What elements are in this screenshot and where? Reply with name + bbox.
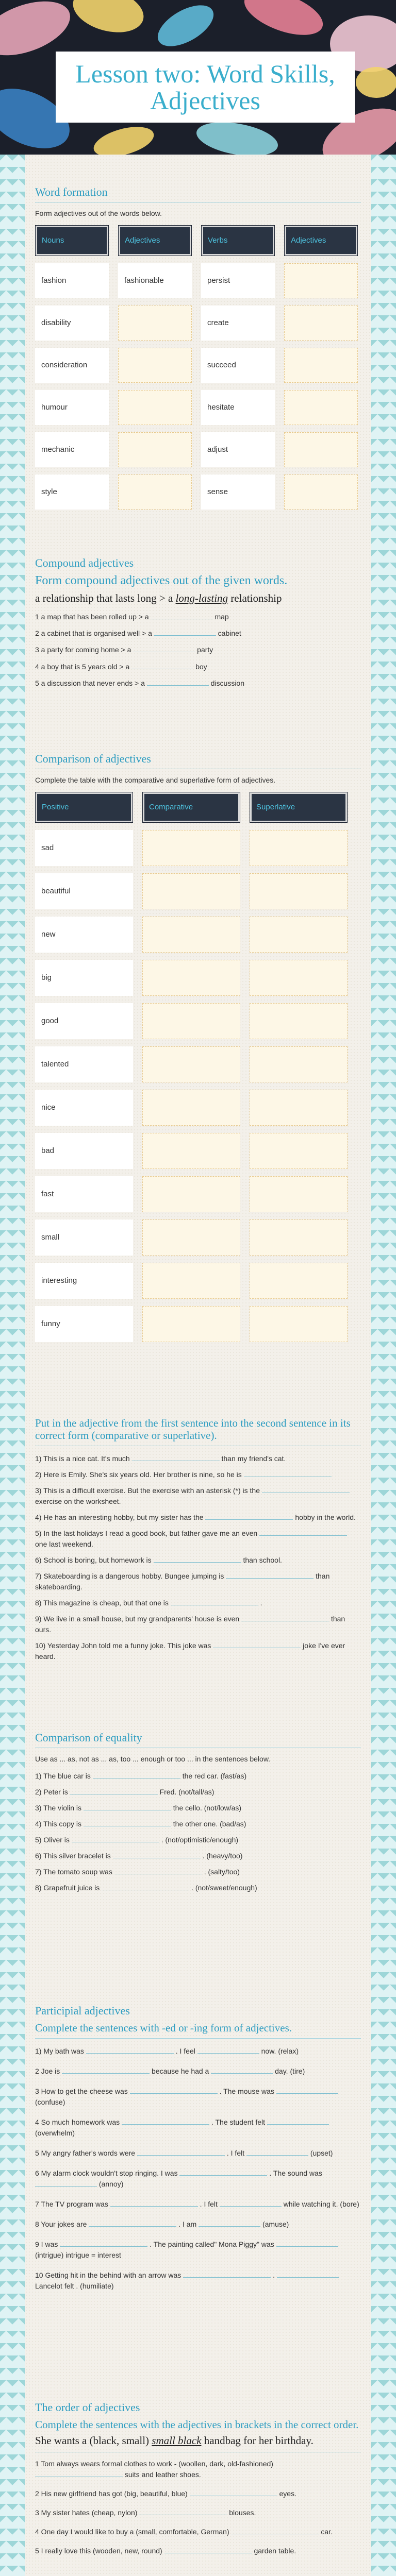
verb-cell: sense — [201, 474, 275, 510]
equality-section — [35, 1731, 361, 1899]
item-text: (intrigue) intrigue = interest — [35, 2251, 121, 2260]
item-text: because he had a — [152, 2067, 209, 2076]
item-text: . The student felt — [211, 2118, 265, 2127]
item-text: cabinet — [218, 629, 241, 638]
answer-box[interactable] — [142, 1176, 240, 1212]
column-header: Nouns — [35, 225, 109, 256]
answer-blank[interactable] — [179, 2168, 267, 2176]
column-header: Superlative — [250, 792, 348, 823]
side-pattern-right — [371, 155, 396, 2576]
item-text: discussion — [210, 679, 245, 688]
exercise-item — [35, 2199, 361, 2210]
item-text: garden table. — [254, 2547, 296, 2555]
example-text: a relationship that lasts long > a — [35, 591, 173, 604]
answer-box[interactable] — [250, 1219, 348, 1256]
exercise-item — [35, 2148, 361, 2159]
column-header: Adjectives — [284, 225, 358, 256]
answer-box[interactable] — [284, 474, 358, 510]
positive-cell: talented — [35, 1046, 133, 1082]
item-text: 7) The tomato soup was — [35, 1867, 112, 1876]
positive-cell: small — [35, 1219, 133, 1256]
exercise-item — [35, 645, 361, 655]
answer-blank[interactable] — [267, 2117, 329, 2125]
noun-cell: disability — [35, 306, 109, 341]
item-text: one last weekend. — [35, 1540, 93, 1549]
item-text: 6) School is boring, but homework is — [35, 1556, 152, 1565]
page-title: Lesson two: Word Skills, Adjectives — [75, 59, 335, 115]
item-text: eyes. — [279, 2489, 296, 2498]
item-text: 3 a party for coming home > a — [35, 646, 131, 654]
answer-blank[interactable] — [276, 2087, 338, 2094]
item-text: (upset) — [310, 2149, 333, 2158]
item-text: 3 How to get the cheese was — [35, 2087, 128, 2096]
answer-blank[interactable] — [241, 1614, 329, 1621]
exercise-item — [35, 1771, 361, 1782]
answer-box[interactable] — [250, 1306, 348, 1342]
instruction: Use as ... as, not as ... as, too ... enough or too ... in the sentences below. — [35, 1755, 271, 1763]
answer-blank[interactable] — [72, 1835, 159, 1842]
exercise-item — [35, 1598, 361, 1608]
item-text: 5 I really love this (wooden, new, round) — [35, 2547, 162, 2555]
answer-blank[interactable] — [226, 1571, 314, 1579]
answer-box[interactable] — [284, 390, 358, 425]
item-text: 7) Skateboarding is a dangerous hobby. Bungee jumping is — [35, 1572, 224, 1581]
positive-cell: fast — [35, 1176, 133, 1212]
example-text: She wants a (black, small) — [35, 2434, 150, 2447]
answer-blank[interactable] — [137, 2148, 225, 2156]
answer-blank[interactable] — [277, 2270, 339, 2278]
instruction: Complete the table with the comparative and superlative form of adjectives. — [35, 776, 276, 784]
table-header — [35, 792, 361, 823]
positive-cell: good — [35, 1003, 133, 1039]
item-text: 4 So much homework was — [35, 2118, 120, 2127]
item-text: 10) Yesterday John told me a funny joke. This joke was — [35, 1641, 211, 1650]
item-text: . I am — [178, 2220, 197, 2229]
exercise-item — [35, 1555, 361, 1566]
section-title: Participial adjectives — [35, 2004, 130, 2017]
exercise-item — [35, 2046, 361, 2057]
exercise-item — [35, 1453, 361, 1464]
answer-blank[interactable] — [220, 2199, 282, 2207]
answer-blank[interactable] — [232, 2527, 319, 2534]
answer-box[interactable] — [250, 1046, 348, 1082]
noun-cell: fashion — [35, 263, 109, 298]
item-text: . (salty/too) — [204, 1867, 240, 1876]
item-text: 9 I was — [35, 2240, 58, 2249]
answer-blank[interactable] — [147, 679, 209, 686]
answer-blank[interactable] — [197, 2046, 259, 2054]
item-text: boy — [195, 662, 207, 671]
answer-box[interactable] — [142, 1219, 240, 1256]
item-text: suits and leather shoes. — [124, 2470, 201, 2479]
exercise-item — [35, 678, 361, 688]
item-text: . (heavy/too) — [202, 1851, 243, 1860]
exercise-item — [35, 1883, 361, 1893]
answer-blank[interactable] — [190, 2489, 277, 2496]
item-text: than school. — [243, 1556, 282, 1565]
exercise-item — [35, 1867, 361, 1877]
table-header — [35, 225, 361, 256]
verb-cell: hesitate — [201, 390, 275, 425]
item-text: 2 His new girlfriend has got (big, beautiful, blue) — [35, 2489, 188, 2498]
answer-box[interactable] — [250, 917, 348, 953]
answer-blank[interactable] — [133, 645, 195, 652]
answer-box[interactable] — [142, 1306, 240, 1342]
answer-box[interactable] — [250, 1090, 348, 1126]
answer-blank[interactable] — [84, 1803, 171, 1810]
item-text: 6) This silver bracelet is — [35, 1851, 111, 1860]
item-text: 8) Grapefruit juice is — [35, 1883, 100, 1892]
answer-box[interactable] — [142, 1046, 240, 1082]
item-text: 5) In the last holidays I read a good book, but father gave me an even — [35, 1529, 258, 1538]
table-row — [35, 390, 361, 425]
exercise-item — [35, 1851, 361, 1861]
answer-blank[interactable] — [114, 1867, 202, 1874]
item-text: 2 Joe is — [35, 2067, 60, 2076]
noun-cell: consideration — [35, 348, 109, 383]
table-row — [35, 1306, 361, 1342]
exercise-item — [35, 2239, 361, 2261]
exercise-item — [35, 2219, 361, 2230]
exercise-item — [35, 1787, 361, 1798]
table-row — [35, 474, 361, 510]
table-row — [35, 1046, 361, 1082]
answer-box[interactable] — [284, 432, 358, 467]
exercise-item — [35, 612, 361, 622]
verb-cell: persist — [201, 263, 275, 298]
item-text: party — [197, 646, 213, 654]
positive-cell: big — [35, 960, 133, 996]
answer-blank[interactable] — [130, 2087, 218, 2094]
positive-cell: funny — [35, 1306, 133, 1342]
section-subtitle: Put in the adjective from the first sentence into the second sentence in its correct form (comparative or superlative). — [35, 1417, 361, 1446]
item-text: 10 Getting hit in the behind with an arrow was — [35, 2271, 182, 2280]
header-banner — [0, 0, 396, 165]
item-text: . The mouse was — [219, 2087, 274, 2096]
exercise-item — [35, 628, 361, 638]
positive-cell: beautiful — [35, 873, 133, 909]
answer-box[interactable] — [142, 1090, 240, 1126]
table-row — [35, 306, 361, 341]
answer-box[interactable] — [142, 1263, 240, 1299]
item-text: 2 a cabinet that is organised well > a — [35, 629, 152, 638]
exercise-item — [35, 1571, 361, 1592]
column-header: Positive — [35, 792, 133, 823]
answer-blank[interactable] — [35, 2179, 97, 2187]
item-text: 7 The TV program was — [35, 2200, 108, 2209]
side-pattern-left — [0, 155, 25, 2576]
item-text: 1 Tom always wears formal clothes to work - (woollen, dark, old-fashioned) — [35, 2460, 273, 2468]
column-header: Verbs — [201, 225, 275, 256]
item-text: map — [214, 612, 229, 621]
item-text: than my friend's cat. — [221, 1454, 286, 1463]
item-text: 9) We live in a small house, but my grandparents' house is even — [35, 1615, 240, 1623]
exercise-item — [35, 1512, 361, 1523]
verb-cell: create — [201, 306, 275, 341]
comparison-section — [35, 752, 361, 1349]
answer-box[interactable] — [142, 960, 240, 996]
answer-box[interactable] — [284, 348, 358, 383]
section-subtitle: Complete the sentences with the adjectives in brackets in the correct order. — [35, 2418, 359, 2431]
answer-blank[interactable] — [246, 2148, 308, 2156]
item-text: 4 a boy that is 5 years old > a — [35, 662, 130, 671]
answer-blank[interactable] — [151, 612, 213, 619]
positive-cell: nice — [35, 1090, 133, 1126]
answer-blank[interactable] — [213, 1641, 301, 1648]
item-text: 1 a map that has been rolled up > a — [35, 612, 149, 621]
answer-box[interactable] — [284, 263, 358, 298]
noun-cell: style — [35, 474, 109, 510]
answer-box[interactable] — [118, 390, 192, 425]
answer-blank[interactable] — [102, 1883, 189, 1890]
item-text: . The painting called" Mona Piggy" was — [150, 2240, 274, 2249]
exercise-item — [35, 2270, 361, 2292]
answer-blank[interactable] — [154, 629, 216, 636]
item-text: 8) This magazine is cheap, but that one is — [35, 1599, 169, 1607]
answer-box[interactable] — [250, 1133, 348, 1169]
item-text: joke I've ever heard. — [35, 1641, 345, 1661]
item-text: the other one. (bad/as) — [173, 1819, 246, 1828]
item-text: . I felt — [200, 2200, 218, 2209]
answer-box[interactable] — [250, 873, 348, 909]
answer-blank[interactable] — [62, 2066, 150, 2074]
item-text: (annoy) — [98, 2180, 124, 2189]
compound-section — [35, 556, 361, 694]
section-subtitle: Form compound adjectives out of the given words. — [35, 574, 288, 587]
answer-blank[interactable] — [131, 662, 193, 669]
item-text: (overwhelm) — [35, 2129, 75, 2138]
exercise-item — [35, 2488, 361, 2499]
table-row — [35, 1263, 361, 1299]
item-text: 3 My sister hates (cheap, nylon) — [35, 2509, 138, 2517]
answer-blank[interactable] — [86, 2046, 174, 2054]
table-row — [35, 1003, 361, 1039]
answer-box[interactable] — [250, 830, 348, 866]
item-text: 4 One day I would like to buy a (small, comfortable, German) — [35, 2528, 229, 2536]
answer-box[interactable] — [118, 306, 192, 341]
table-row — [35, 830, 361, 866]
exercise-item — [35, 662, 361, 672]
item-text: day. (tire) — [275, 2067, 305, 2076]
item-text: (confuse) — [35, 2098, 65, 2107]
table-row — [35, 917, 361, 953]
item-text: . I felt — [226, 2149, 245, 2158]
section-title: Comparison of equality — [35, 1731, 361, 1748]
answer-blank[interactable] — [93, 1771, 180, 1778]
item-text: hobby in the world. — [295, 1513, 356, 1522]
exercise-item — [35, 2066, 361, 2077]
item-text: exercise on the worksheet. — [35, 1497, 121, 1506]
example-line — [35, 2434, 361, 2452]
answer-blank[interactable] — [244, 1470, 332, 1477]
table-row — [35, 1176, 361, 1212]
answer-blank[interactable] — [139, 2508, 227, 2515]
item-text: than skateboarding. — [35, 1572, 330, 1591]
adjective-cell: fashionable — [118, 263, 192, 298]
noun-cell: mechanic — [35, 432, 109, 467]
answer-box[interactable] — [142, 917, 240, 953]
item-text: 2) Peter is — [35, 1787, 68, 1796]
table-row — [35, 873, 361, 909]
answer-blank[interactable] — [154, 1555, 241, 1563]
item-text: 4) This copy is — [35, 1819, 81, 1828]
exercise-item — [35, 2507, 361, 2518]
table-row — [35, 1133, 361, 1169]
order-section — [35, 2401, 361, 2565]
item-text: 1) My bath was — [35, 2047, 84, 2056]
table-row — [35, 348, 361, 383]
item-text: 5 a discussion that never ends > a — [35, 679, 145, 688]
answer-blank[interactable] — [35, 2470, 123, 2477]
exercise-item — [35, 2168, 361, 2190]
verb-cell: adjust — [201, 432, 275, 467]
item-text: . (not/optimistic/enough) — [161, 1835, 239, 1844]
section-subtitle: Complete the sentences with -ed or -ing form of adjectives. — [35, 2022, 361, 2039]
answer-blank[interactable] — [84, 1819, 171, 1826]
answer-blank[interactable] — [70, 1787, 158, 1794]
answer-blank[interactable] — [259, 1529, 347, 1536]
answer-box[interactable] — [118, 432, 192, 467]
title-box — [56, 52, 355, 123]
table-row — [35, 960, 361, 996]
item-text: 8 Your jokes are — [35, 2220, 87, 2229]
item-text: Fred. (not/tall/as) — [159, 1787, 214, 1796]
exercise-item — [35, 2117, 361, 2139]
exercise-item — [35, 1469, 361, 1480]
item-text: 1) The blue car is — [35, 1771, 91, 1780]
table-row — [35, 432, 361, 467]
example-answer: small black — [152, 2434, 202, 2447]
section-title: The order of adjectives — [35, 2401, 140, 2414]
example-line — [35, 591, 361, 605]
section-title: Word formation — [35, 185, 361, 202]
item-text: car. — [321, 2528, 333, 2536]
item-text: the cello. (not/low/as) — [173, 1803, 242, 1812]
positive-cell: sad — [35, 830, 133, 866]
example-answer: long-lasting — [175, 591, 228, 604]
answer-box[interactable] — [142, 873, 240, 909]
answer-blank[interactable] — [164, 2546, 252, 2553]
answer-box[interactable] — [142, 1133, 240, 1169]
answer-blank[interactable] — [171, 1598, 258, 1605]
instruction: Form adjectives out of the words below. — [35, 209, 162, 217]
answer-blank[interactable] — [211, 2066, 273, 2074]
exercise-item — [35, 1528, 361, 1550]
item-text: 3) This is a difficult exercise. But the exercise with an asterisk (*) is the — [35, 1486, 260, 1495]
answer-blank[interactable] — [113, 1851, 201, 1858]
exercise-item — [35, 1835, 361, 1845]
answer-box[interactable] — [118, 474, 192, 510]
answer-box[interactable] — [250, 960, 348, 996]
participial-section — [35, 2004, 361, 2301]
column-header: Comparative — [142, 792, 240, 823]
answer-blank[interactable] — [199, 2219, 260, 2227]
answer-box[interactable] — [250, 1263, 348, 1299]
item-text: 5) Oliver is — [35, 1835, 70, 1844]
answer-blank[interactable] — [122, 2117, 209, 2125]
item-text: Lancelot felt . (humiliate) — [35, 2282, 114, 2291]
example-text: handbag for her birthday. — [204, 2434, 314, 2447]
table-row — [35, 263, 361, 298]
answer-blank[interactable] — [60, 2240, 147, 2247]
section-title: Compound adjectives — [35, 556, 134, 569]
put-in-section — [35, 1417, 361, 1667]
item-text: now. (relax) — [261, 2047, 299, 2056]
item-text: . I feel — [175, 2047, 195, 2056]
answer-box[interactable] — [250, 1176, 348, 1212]
answer-blank[interactable] — [183, 2270, 271, 2278]
item-text: 3) The violin is — [35, 1803, 82, 1812]
item-text: . The sound was — [269, 2169, 322, 2178]
answer-box[interactable] — [142, 830, 240, 866]
exercise-item — [35, 1640, 361, 1662]
exercise-item — [35, 1485, 361, 1507]
exercise-item — [35, 2527, 361, 2537]
worksheet — [25, 155, 371, 2576]
answer-box[interactable] — [284, 306, 358, 341]
item-text: blouses. — [229, 2509, 256, 2517]
item-text: . — [273, 2271, 275, 2280]
answer-box[interactable] — [250, 1003, 348, 1039]
answer-blank[interactable] — [89, 2219, 176, 2227]
answer-blank[interactable] — [205, 1513, 293, 1520]
answer-box[interactable] — [118, 348, 192, 383]
item-text: the red car. (fast/as) — [182, 1771, 247, 1780]
exercise-item — [35, 1819, 361, 1829]
table-row — [35, 1090, 361, 1126]
example-text: relationship — [230, 591, 282, 604]
verb-cell: succeed — [201, 348, 275, 383]
positive-cell: bad — [35, 1133, 133, 1169]
item-text: than ours. — [35, 1615, 345, 1634]
item-text: (amuse) — [262, 2220, 289, 2229]
section-title: Comparison of adjectives — [35, 752, 361, 769]
exercise-item — [35, 2459, 361, 2480]
exercise-item — [35, 2546, 361, 2556]
exercise-item — [35, 1614, 361, 1635]
item-text: 4) He has an interesting hobby, but my sister has the — [35, 1513, 204, 1522]
word-formation-section — [35, 185, 361, 517]
table-row — [35, 1219, 361, 1256]
item-text: . — [260, 1599, 262, 1607]
positive-cell: interesting — [35, 1263, 133, 1299]
answer-box[interactable] — [142, 1003, 240, 1039]
item-text: 2) Here is Emily. She's six years old. Her brother is nine, so he is — [35, 1470, 242, 1479]
positive-cell: new — [35, 917, 133, 953]
item-text: . (not/sweet/enough) — [191, 1883, 257, 1892]
item-text: 5 My angry father's words were — [35, 2149, 136, 2158]
answer-blank[interactable] — [110, 2199, 198, 2207]
item-text: while watching it. (bore) — [283, 2200, 359, 2209]
column-header: Adjectives — [118, 225, 192, 256]
item-text: 1) This is a nice cat. It's much — [35, 1454, 130, 1463]
item-text: 6 My alarm clock wouldn't stop ringing. I was — [35, 2169, 178, 2178]
answer-blank[interactable] — [132, 1454, 220, 1461]
exercise-item — [35, 2086, 361, 2108]
answer-blank[interactable] — [276, 2240, 338, 2247]
noun-cell: humour — [35, 390, 109, 425]
answer-blank[interactable] — [262, 1486, 350, 1493]
exercise-item — [35, 1803, 361, 1814]
